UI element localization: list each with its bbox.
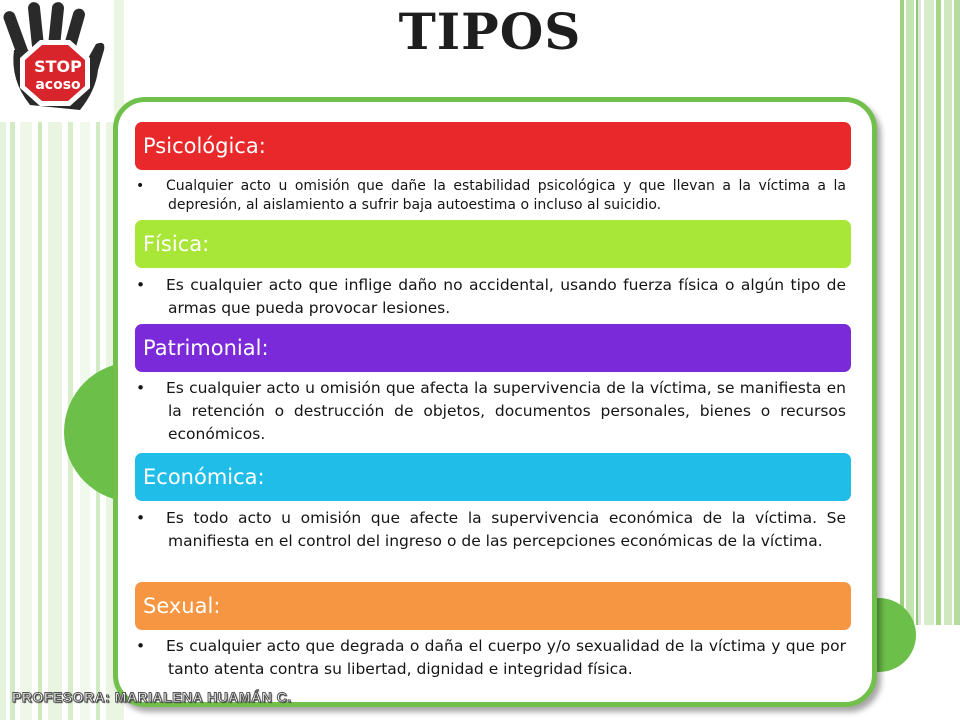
category-description-psicologica: • Cualquier acto u omisión que dañe la estabilidad psicológica y que llevan a la víctima a la depresión, al aislamiento a sufrir baja autoestima o incluso al suicidio. (136, 178, 846, 213)
bullet-icon: • (136, 276, 146, 294)
category-header-patrimonial: Patrimonial: (135, 324, 851, 372)
category-description-sexual: • Es cualquier acto que degrada o daña el cuerpo y/o sexualidad de la víctima y que por tanto atenta contra su libertad, dignidad e integridad física. (136, 637, 846, 678)
category-header-sexual: Sexual: (135, 582, 851, 630)
right-stripes-decoration (900, 0, 960, 625)
bullet-icon: • (136, 379, 146, 397)
category-description-fisica: • Es cualquier acto que inflige daño no accidental, usando fuerza física o algún tipo de armas que pueda provocar lesiones. (136, 276, 846, 317)
logo-stop-text: STOP (34, 57, 82, 76)
bullet-icon: • (136, 637, 146, 655)
page-title: TIPOS (398, 2, 582, 61)
bullet-icon: • (136, 178, 145, 194)
logo-acoso-text: acoso (35, 77, 81, 93)
right-divider-line (918, 0, 921, 625)
category-description-patrimonial: • Es cualquier acto u omisión que afecta la supervivencia de la víctima, se manifiesta en la retención o destrucción de objetos, documentos personales, bienes o recursos económicos. (136, 379, 846, 443)
category-description-economica: • Es todo acto u omisión que afecte la supervivencia económica de la víctima. Se manifiesta en el control del ingreso o de las percepciones económicas de la víctima. (136, 509, 846, 550)
category-header-fisica: Física: (135, 220, 851, 268)
category-header-economica: Económica: (135, 453, 851, 501)
footer-teacher-name: PROFESORA: MARIALENA HUAMÁN C. (12, 689, 292, 705)
category-header-psicologica: Psicológica: (135, 122, 851, 170)
bullet-icon: • (136, 509, 146, 527)
